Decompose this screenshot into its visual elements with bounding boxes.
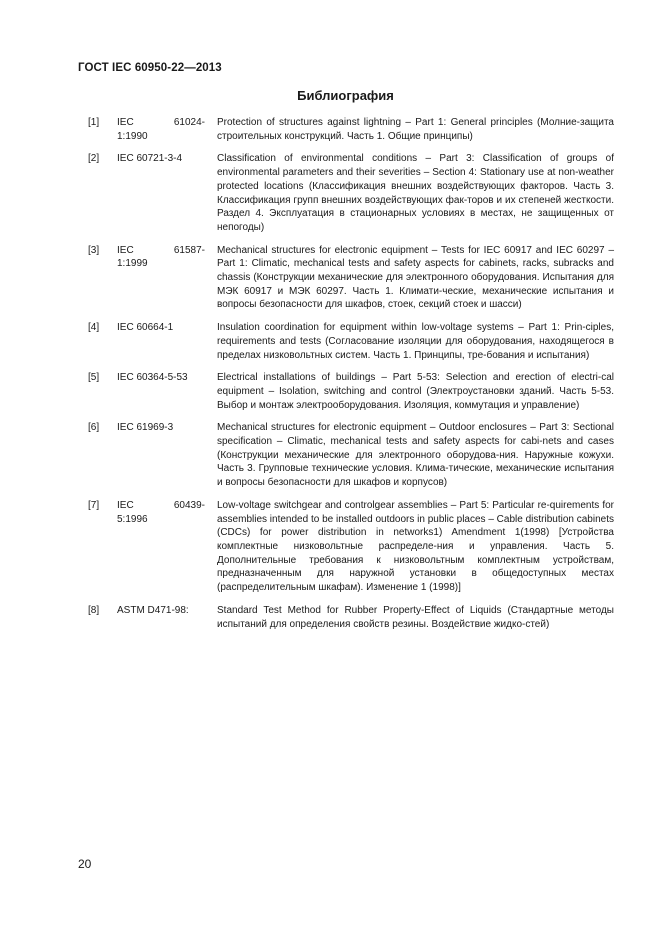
entry-code (117, 116, 217, 143)
entry-code-part: 60439- (173, 499, 205, 511)
entry-code-part: 61587- (173, 244, 205, 256)
entry-number: [4] (88, 322, 100, 334)
bibliography-title: Библиография (297, 88, 394, 103)
entry-code-part: 1:1999 (117, 258, 148, 270)
bibliography-entry (88, 421, 614, 490)
entry-number: [7] (88, 499, 100, 511)
bibliography-entry (88, 371, 614, 412)
entry-code: ASTM D471-98: (117, 604, 189, 616)
entry-number: [6] (88, 422, 100, 434)
bibliography-entry (88, 604, 614, 631)
entry-code-part: IEC (117, 117, 134, 128)
entry-number: [3] (88, 244, 100, 256)
entry-number: [8] (88, 604, 100, 616)
bibliography-list (88, 116, 614, 640)
entry-code: IEC 60721-3-4 (117, 153, 183, 165)
entry-description: Low-voltage switchgear and controlgear assemblies – Part 5: Particular re-quirements for assemblies intended to be installed outdoors in public places – Cable distribution cabinets (CDCs) for power distribution in networks1) Amendment 1(1998) [Устройства комплектные низковольтные распределе-ния и управления. Часть 5. Дополнительные требования к низковольтным комплектным устройствам, предназначенным для наружной установки в общедоступных местах (распределительным шкафам). Изменение 1 (1998)] (217, 499, 614, 594)
entry-description: Mechanical structures for electronic equipment – Outdoor enclosures – Part 3: Sectional specification – Climatic, mechanical tests and safety aspects for cabi-nets and cases (Конструкции механические для электронного оборудова-ния. Наружные кожухи. Часть 3. Групповые технические условия. Клима-тические, механические испытания и вопросы безопасности для шкафов и корпусов) (217, 422, 614, 489)
entry-code-part: 61024- (173, 117, 205, 128)
bibliography-entry (88, 321, 614, 362)
entry-number: [1] (88, 117, 100, 128)
entry-code-part: IEC (117, 499, 134, 511)
entry-description: Insulation coordination for equipment within low-voltage systems – Part 1: Prin-ciples, requirements and tests (Согласование изоляции для оборудования, находящегося в пределах низковольтных систем. Часть 1. Принципы, тре-бования и испытания) (217, 322, 614, 361)
entry-description: Classification of environmental conditions – Part 3: Classification of groups of environmental parameters and their severities – Section 4: Stationary use at non-weather protected locations (Классификация внешних воздействующих факторов. Часть 3. Классификация групп внешних воздействующих фак-торов и их степеней жесткости. Раздел 4. Эксплуатация в стационарных условиях в местах, не защищенных от непогоды) (217, 153, 614, 233)
entry-code: IEC 61969-3 (117, 422, 174, 434)
entry-description: Electrical installations of buildings – Part 5-53: Selection and erection of electri-cal equipment – Isolation, switching and control (Электроустановки зданий. Часть 5-53. Выбор и монтаж электрооборудования. Изоляция, коммутация и управление) (217, 372, 614, 411)
entry-description: Protection of structures against lightning – Part 1: General principles (Молние-защита строительных конструкций. Часть 1. Общие принципы) (217, 117, 614, 142)
entry-code (117, 244, 217, 271)
entry-description: Standard Test Method for Rubber Property-Effect of Liquids (Стандартные методы испытаний для определения свойств резины. Воздействие жидко-стей) (217, 604, 614, 630)
entry-code (117, 499, 217, 526)
bibliography-entry (88, 244, 614, 313)
entry-code: IEC 60664-1 (117, 322, 174, 334)
document-code-header: ГОСТ IEC 60950-22—2013 (78, 62, 222, 74)
entry-description: Mechanical structures for electronic equipment – Tests for IEC 60917 and IEC 60297 – Part 1: Climatic, mechanical tests and safety aspects for cabinets, racks, subracks and chassis (Конструкции механические для электронного оборудования. Испытания для МЭК 60917 и МЭК 60297. Часть 1. Климати-ческие, механические испытания и вопросы безопасности для шкафов, стоек, секций стоек и шасси) (217, 244, 614, 311)
entry-code: IEC 60364-5-53 (117, 372, 188, 384)
entry-code-part: 1:1990 (117, 130, 148, 142)
entry-code-part: 5:1996 (117, 513, 148, 525)
bibliography-entry (88, 152, 614, 234)
entry-number: [5] (88, 372, 100, 384)
entry-number: [2] (88, 153, 100, 165)
entry-code-part: IEC (117, 244, 134, 256)
bibliography-entry (88, 499, 614, 595)
page-number: 20 (78, 857, 92, 871)
bibliography-entry (88, 116, 614, 143)
